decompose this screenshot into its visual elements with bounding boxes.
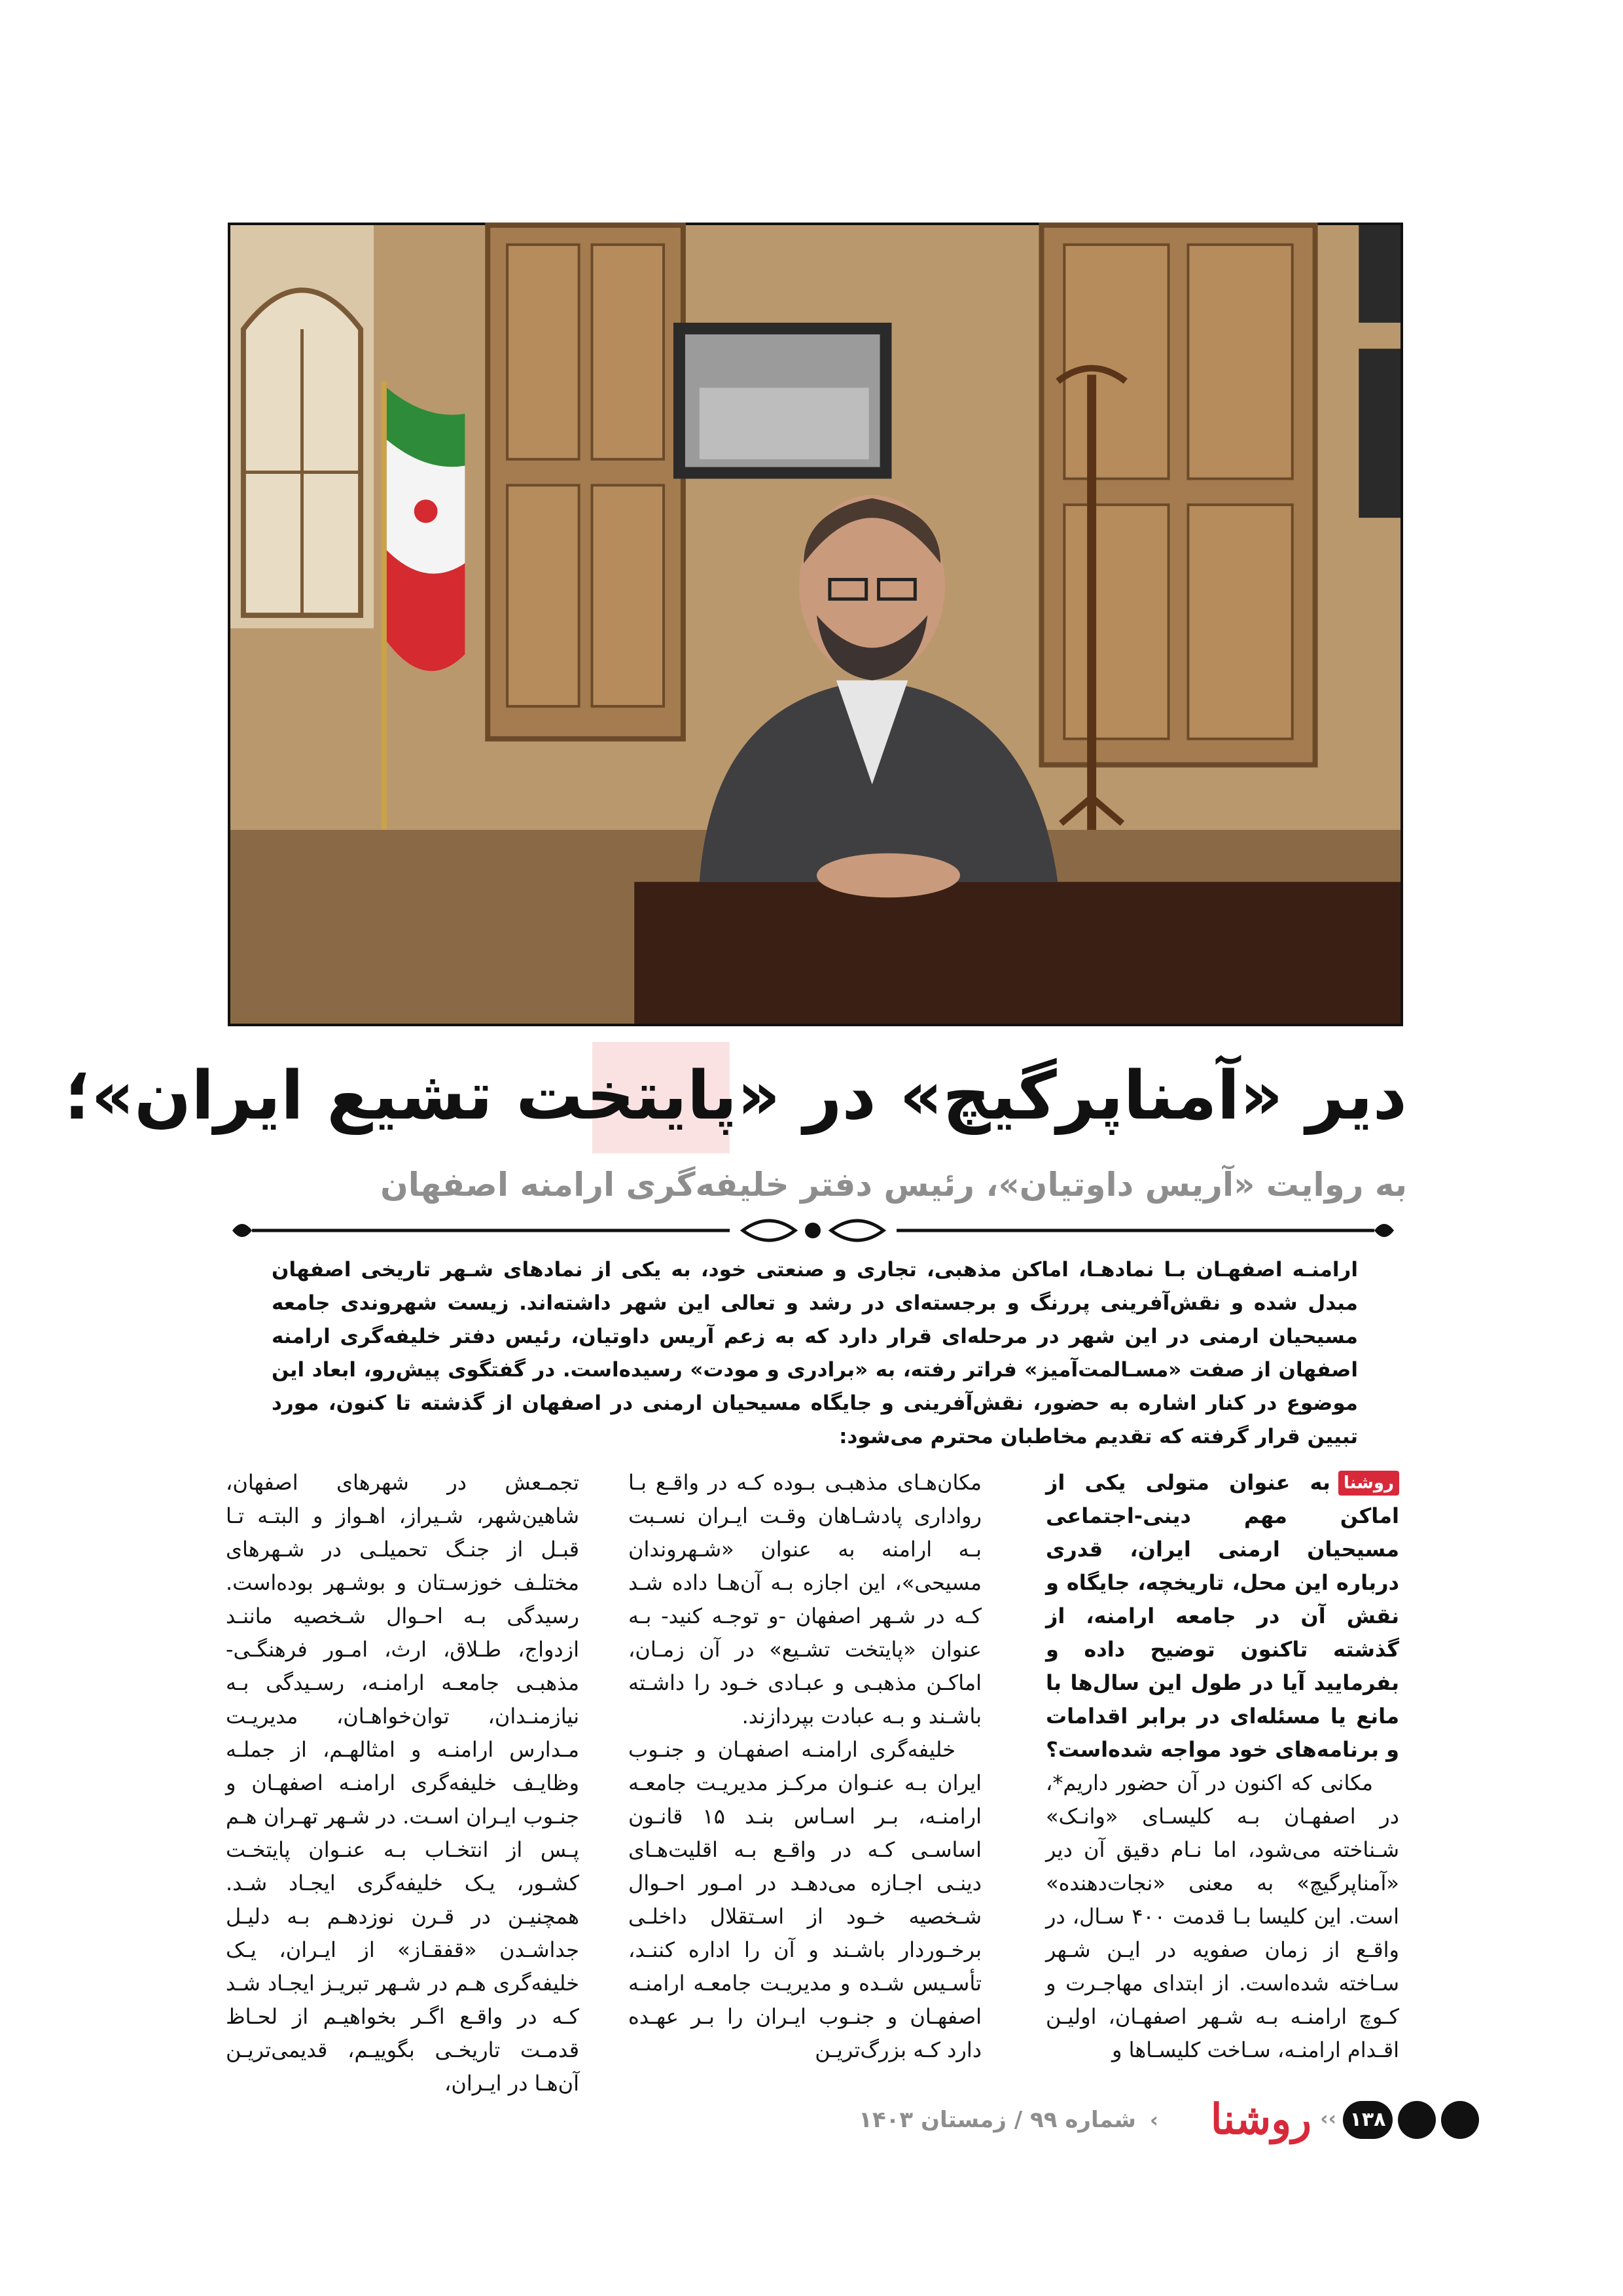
article-lead: ارامنـه اصفهـان بـا نمادهـا، اماکن مذهبی، تجاری و صنعتی خود، به یکی از نمادهای شـهر تاریخی اصفهان مبدل شده و نقش‌آفرینی پررنگ و برجسته‌ای در رشد و تعالی این شهر داشته‌اند. زیست شهروندی جامعه مسیحیان ارمنی در این شهر در مرحله‌ای قرار دارد که به زعم آریس داوتیان، رئیس دفتر خلیفه‌گری ارامنه اصفهان از صفت «مسـالمت‌آمیز» فراتر رفته، به «برادری و مودت» رسیده‌است. در گفتگوی پیش‌رو، ابعاد این موضوع در کنار اشاره به حضور، نقش‌آفرینی و جایگاه مسیحیان ارمنی در اصفهان از گذشته تا کنون، مورد تبیین قرار گرفته که تقدیم مخاطبان محترم می‌شود: (272, 1258, 1358, 1448)
issue-info: شماره ۹۹ / زمستان ۱۴۰۳ (859, 2107, 1136, 2133)
question-text: به عنوان متولی یکی از اماکن مهم دینی-اجتماعی مسیحیان ارمنی ایران، قدری درباره این محل، تاریخچه، جایگاه و نقش آن در جامعه ارامنه، از گذشته تاکنون توضیح داده و بفرمایید آیا در طول این سال‌ها با مانع یا مسئله‌ای در برابر اقدامات و برنامه‌های خود مواجه شده‌است؟ (1046, 1470, 1399, 1762)
page-footer (859, 2088, 1479, 2153)
text-column-middle (628, 1466, 982, 2062)
answer-paragraph: مکانی که اکنون در آن حضور داریم*، در اصفهـان بـه کلیسـای «وانـک» شـناخته می‌شود، اما نـام دقیق آن دیر «آمناپرگیچ» به معنی «نجات‌دهنده» است. این کلیسا بـا قدمت ۴۰۰ سـال، در واقـع از زمان صفویه در ایـن شـهر سـاخته شده‌است. از ابتدای مهاجـرت و کـوچ ارامنـه بـه شـهر اصفهـان، اولیـن اقـدام ارامنـه، سـاخت کلیسـاها و (1046, 1770, 1400, 2062)
footer-dot (1441, 2101, 1479, 2139)
page-number: ۱۳۸ (1343, 2101, 1393, 2139)
question-badge: روشنا (1338, 1471, 1399, 1496)
magazine-logo: روشنا (1210, 2095, 1311, 2144)
footer-separator: › (1149, 2108, 1158, 2132)
interview-question (1046, 1466, 1399, 1767)
middle-paragraph-2: خلیفه‌گری ارامنـه اصفهـان و جنـوب ایران بـه عنـوان مرکـز مدیریـت جامعـه ارامنـه، بـر اسـاس بنـد ۱۵ قانـون اساسـی کـه در واقـع بـه اقلیت‌هـای دینـی اجـازه می‌دهـد در امـور احـوال شـخصیه خـود از اسـتقلال داخلـی برخـوردار باشـند و آن را اداره کننـد، تأسـیس شـده و مدیریـت جامعـه ارامنـه اصفهـان و جنـوب ایـران را بـر عهـده دارد کـه بزرگ‌تریـن (628, 1737, 982, 2062)
left-paragraph: تجمـعش در شهرهای اصفهان، شاهین‌شهر، شـیراز، اهـواز و البتـه تـا قبـل از جنـگ تحمیلـی در شـهرهای مختلـف خوزسـتان و بوشـهر بوده‌است. رسیدگی بـه احـوال شـخصیه ماننـد ازدواج، طـلاق، ارث، امـور فرهنگـی-مذهبـی جامعـه ارامنـه، رسـیدگی بـه نیازمنـدان، توان‌خواهـان، مدیریـت مـدارس ارامنـه و امثالهـم، از جملـه وظایـف خلیفه‌گری ارامنـه اصفهـان و جنـوب ایـران اسـت. در شـهر تهـران هـم پـس از انتخـاب بـه عنـوان پایتخـت کشـور، یـک خلیفه‌گری ایجـاد شـد. همچنیـن در قـرن نوزدهـم بـه دلیـل جداشـدن «قفقـاز» از ایـران، یـک خلیفه‌گری هـم در شـهر تبریـز ایجـاد شـد کـه در واقـع اگـر بخواهیـم از لحـاظ قدمـت تاریخـی بگوییـم، قدیمی‌تریـن آن‌هـا در ایـران، (226, 1470, 579, 2096)
text-column-right (1046, 1466, 1400, 2062)
middle-paragraph-1: مکان‌هـای مذهبـی بـوده کـه در واقـع بـا رواداری پادشـاهان وقـت ایـران نسـبت بـه ارامنه به عنوان «شـهروندان مسیحی»، این اجازه بـه آن‌هـا داده شـد کـه در شـهر اصفهان -و توجـه کنید- بـه عنوان «پایتخت تشـیع» در آن زمـان، اماکـن مذهبـی و عبـادی خـود را داشـته باشـند و بـه عبادت بپردازند. (628, 1470, 982, 1729)
photo-illustration (230, 225, 1400, 1024)
footer-dot (1398, 2101, 1436, 2139)
article-subheadline: به روایت «آریس داوتیان»، رئیس دفتر خلیفه‌گری ارامنه اصفهان (380, 1166, 1407, 1204)
footer-arrows: ›› (1320, 2108, 1336, 2130)
ornament-divider (226, 1211, 1400, 1250)
text-column-left (226, 1466, 579, 2096)
article-headline: دیر «آمناپرگیچ» در «پایتخت تشیع ایران»؛ (64, 1057, 1407, 1135)
interview-photo (228, 223, 1403, 1026)
